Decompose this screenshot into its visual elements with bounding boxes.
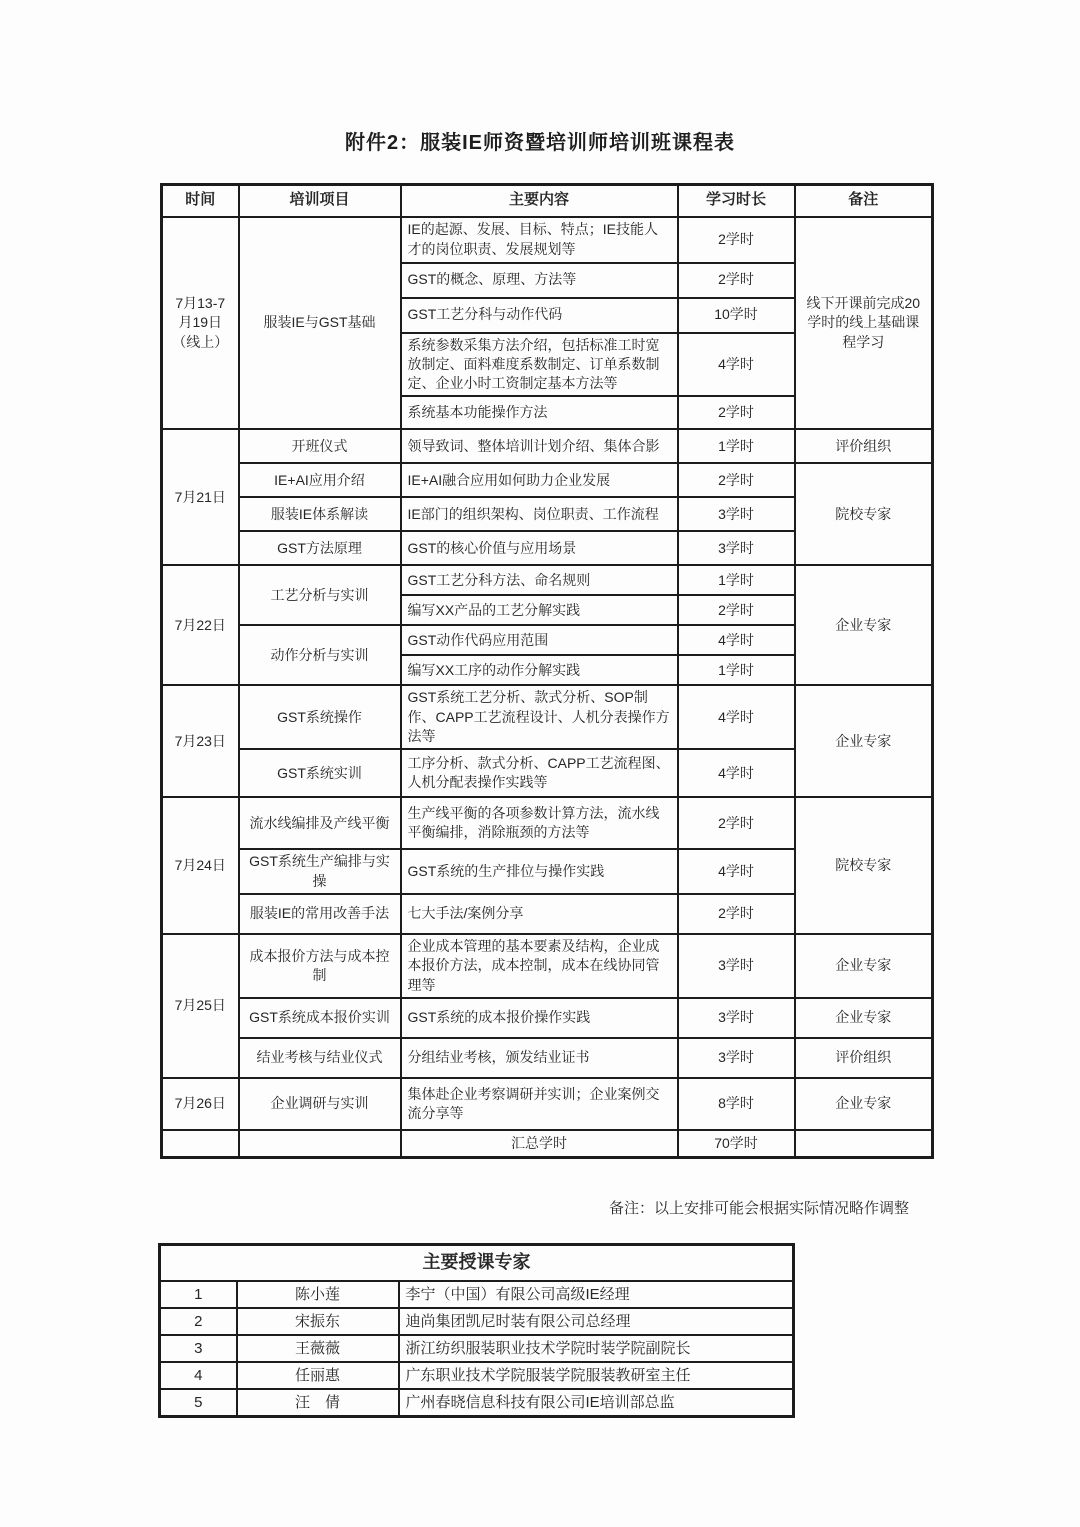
expert-row: [160, 1335, 794, 1362]
duration-cell: 3学时: [678, 1038, 795, 1078]
remark-cell: 企业专家: [795, 998, 933, 1038]
experts-table-title: 主要授课专家: [160, 1245, 794, 1282]
content-cell: GST动作代码应用范围: [401, 625, 678, 655]
duration-cell: 1学时: [678, 429, 795, 463]
schedule-row: [162, 1038, 933, 1078]
remark-cell: 企业专家: [795, 685, 933, 797]
duration-cell: 3学时: [678, 934, 795, 998]
expert-title: 广州春晓信息科技有限公司IE培训部总监: [399, 1389, 794, 1416]
expert-title: 浙江纺织服装职业技术学院时装学院副院长: [399, 1335, 794, 1362]
duration-cell: 3学时: [678, 998, 795, 1038]
content-cell: 编写XX产品的工艺分解实践: [401, 595, 678, 625]
duration-cell: 1学时: [678, 655, 795, 685]
expert-row: [160, 1362, 794, 1389]
project-cell: 开班仪式: [239, 429, 401, 463]
expert-number: 5: [160, 1389, 237, 1416]
content-cell: 编写XX工序的动作分解实践: [401, 655, 678, 685]
date-cell: 7月13-7月19日（线上）: [162, 217, 239, 430]
schedule-row: [162, 463, 933, 497]
remark-cell: 企业专家: [795, 934, 933, 998]
project-cell: 结业考核与结业仪式: [239, 1038, 401, 1078]
content-cell: 企业成本管理的基本要素及结构，企业成本报价方法，成本控制，成本在线协同管理等: [401, 934, 678, 998]
expert-number: 1: [160, 1281, 237, 1308]
schedule-row: [162, 429, 933, 463]
duration-cell: 1学时: [678, 565, 795, 595]
schedule-row: [162, 565, 933, 595]
remark-cell: 评价组织: [795, 1038, 933, 1078]
project-cell: 企业调研与实训: [239, 1078, 401, 1130]
header-cell-duration: 学习时长: [678, 185, 795, 217]
project-cell: GST系统成本报价实训: [239, 998, 401, 1038]
header-cell-remark: 备注: [795, 185, 933, 217]
expert-number: 3: [160, 1335, 237, 1362]
duration-cell: 4学时: [678, 849, 795, 894]
project-cell: 工艺分析与实训: [239, 565, 401, 625]
summary-empty-date-cell: [162, 1130, 239, 1158]
project-cell: 服装IE与GST基础: [239, 217, 401, 430]
content-cell: 工序分析、款式分析、CAPP工艺流程图、人机分配表操作实践等: [401, 749, 678, 797]
duration-cell: 2学时: [678, 396, 795, 429]
content-cell: GST的核心价值与应用场景: [401, 531, 678, 565]
expert-name: 陈小莲: [237, 1281, 399, 1308]
schedule-row: [162, 685, 933, 749]
expert-number: 2: [160, 1308, 237, 1335]
expert-row: [160, 1308, 794, 1335]
expert-name: 任丽惠: [237, 1362, 399, 1389]
project-cell: 成本报价方法与成本控制: [239, 934, 401, 998]
content-cell: 系统基本功能操作方法: [401, 396, 678, 429]
content-cell: 分组结业考核，颁发结业证书: [401, 1038, 678, 1078]
expert-name: 宋振东: [237, 1308, 399, 1335]
project-cell: 服装IE体系解读: [239, 497, 401, 531]
header-cell-project: 培训项目: [239, 185, 401, 217]
schedule-row: [162, 998, 933, 1038]
expert-number: 4: [160, 1362, 237, 1389]
duration-cell: 8学时: [678, 1078, 795, 1130]
content-cell: 集体赴企业考察调研并实训；企业案例交流分享等: [401, 1078, 678, 1130]
duration-cell: 4学时: [678, 685, 795, 749]
remark-cell: 企业专家: [795, 565, 933, 685]
schedule-summary-row: [162, 1130, 933, 1158]
remark-cell: 线下开课前完成20学时的线上基础课程学习: [795, 217, 933, 430]
remark-cell: 院校专家: [795, 797, 933, 934]
expert-title: 广东职业技术学院服装学院服装教研室主任: [399, 1362, 794, 1389]
summary-total-cell: 70学时: [678, 1130, 795, 1158]
page-title: 附件2：服装IE师资暨培训师培训班课程表: [344, 132, 736, 154]
header-cell-content: 主要内容: [401, 185, 678, 217]
expert-name: 王薇薇: [237, 1335, 399, 1362]
content-cell: IE部门的组织架构、岗位职责、工作流程: [401, 497, 678, 531]
content-cell: 生产线平衡的各项参数计算方法，流水线平衡编排，消除瓶颈的方法等: [401, 797, 678, 849]
duration-cell: 3学时: [678, 531, 795, 565]
duration-cell: 3学时: [678, 497, 795, 531]
duration-cell: 4学时: [678, 333, 795, 397]
project-cell: 流水线编排及产线平衡: [239, 797, 401, 849]
remark-cell: 企业专家: [795, 1078, 933, 1130]
schedule-row: [162, 797, 933, 849]
date-cell: 7月26日: [162, 1078, 239, 1130]
date-cell: 7月25日: [162, 934, 239, 1078]
footnote: 备注：以上安排可能会根据实际情况略作调整: [608, 1200, 909, 1217]
schedule-row: [162, 934, 933, 998]
date-cell: 7月23日: [162, 685, 239, 797]
content-cell: IE的起源、发展、目标、特点；IE技能人才的岗位职责、发展规划等: [401, 217, 678, 263]
duration-cell: 2学时: [678, 463, 795, 497]
summary-empty-remark-cell: [795, 1130, 933, 1158]
content-cell: GST工艺分科方法、命名规则: [401, 565, 678, 595]
date-cell: 7月21日: [162, 429, 239, 565]
project-cell: IE+AI应用介绍: [239, 463, 401, 497]
expert-row: [160, 1389, 794, 1416]
duration-cell: 2学时: [678, 894, 795, 934]
content-cell: IE+AI融合应用如何助力企业发展: [401, 463, 678, 497]
project-cell: GST系统实训: [239, 749, 401, 797]
expert-title: 迪尚集团凯尼时装有限公司总经理: [399, 1308, 794, 1335]
experts-table: [158, 1243, 795, 1418]
date-cell: 7月24日: [162, 797, 239, 934]
project-cell: 动作分析与实训: [239, 625, 401, 685]
content-cell: GST的概念、原理、方法等: [401, 263, 678, 298]
header-cell-time: 时间: [162, 185, 239, 217]
project-cell: GST系统生产编排与实操: [239, 849, 401, 894]
duration-cell: 2学时: [678, 217, 795, 263]
content-cell: GST系统的生产排位与操作实践: [401, 849, 678, 894]
summary-label-cell: 汇总学时: [401, 1130, 678, 1158]
remark-cell: 评价组织: [795, 429, 933, 463]
schedule-row: [162, 217, 933, 263]
duration-cell: 2学时: [678, 263, 795, 298]
content-cell: 七大手法/案例分享: [401, 894, 678, 934]
project-cell: GST方法原理: [239, 531, 401, 565]
duration-cell: 10学时: [678, 298, 795, 333]
expert-title: 李宁（中国）有限公司高级IE经理: [399, 1281, 794, 1308]
duration-cell: 2学时: [678, 797, 795, 849]
experts-title-row: [160, 1245, 794, 1282]
content-cell: 领导致词、整体培训计划介绍、集体合影: [401, 429, 678, 463]
content-cell: 系统参数采集方法介绍，包括标准工时宽放制定、面料难度系数制定、订单系数制定、企业小时工资制定基本方法等: [401, 333, 678, 397]
expert-row: [160, 1281, 794, 1308]
summary-empty-project-cell: [239, 1130, 401, 1158]
schedule-header-row: [162, 185, 933, 217]
schedule-table: [160, 183, 934, 1159]
project-cell: 服装IE的常用改善手法: [239, 894, 401, 934]
content-cell: GST系统的成本报价操作实践: [401, 998, 678, 1038]
expert-name: 汪 倩: [237, 1389, 399, 1416]
duration-cell: 2学时: [678, 595, 795, 625]
duration-cell: 4学时: [678, 625, 795, 655]
schedule-row: [162, 1078, 933, 1130]
remark-cell: 院校专家: [795, 463, 933, 565]
content-cell: GST系统工艺分析、款式分析、SOP制作、CAPP工艺流程设计、人机分表操作方法等: [401, 685, 678, 749]
duration-cell: 4学时: [678, 749, 795, 797]
project-cell: GST系统操作: [239, 685, 401, 749]
content-cell: GST工艺分科与动作代码: [401, 298, 678, 333]
date-cell: 7月22日: [162, 565, 239, 685]
